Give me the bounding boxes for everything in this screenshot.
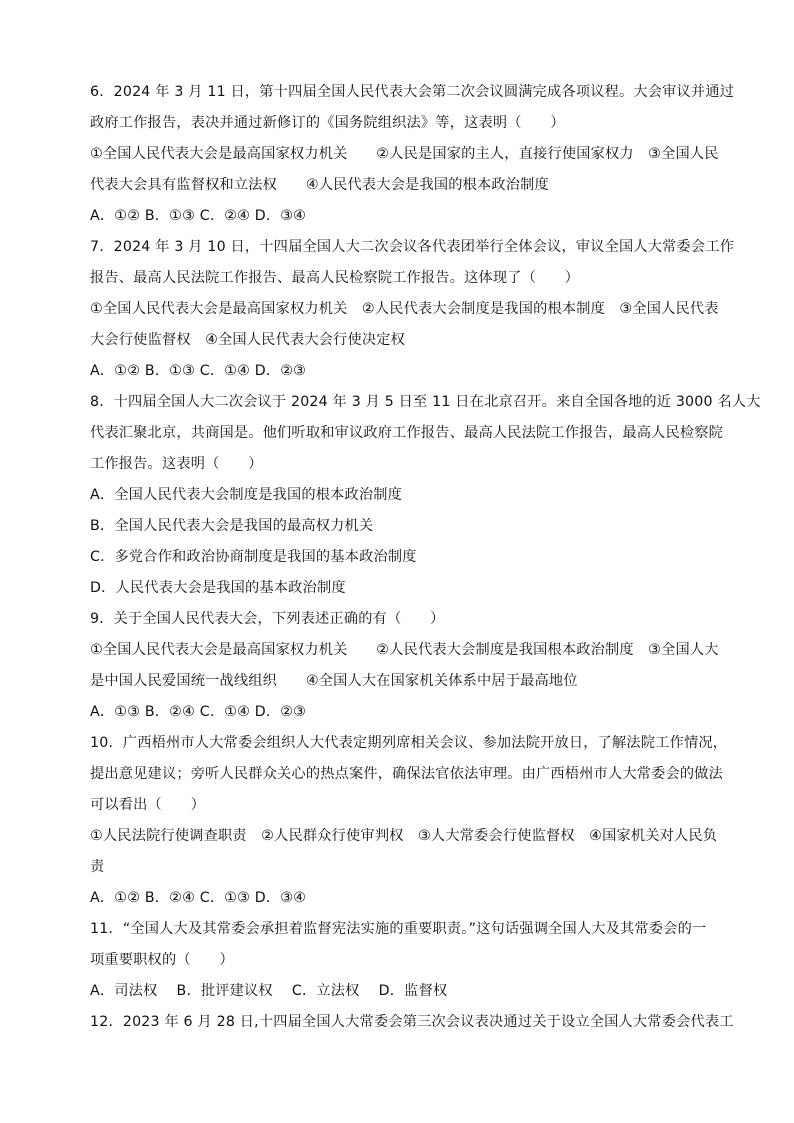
q8-option-b: B．全国人民代表大会是我国的最高权力机关 (90, 518, 374, 534)
q6-line-4: 代表大会具有监督权和立法权 ④人民代表大会是我国的根本政治制度 (90, 177, 549, 193)
q7-line-4: 大会行使监督权 ④全国人民代表大会行使决定权 (90, 332, 406, 348)
q10-line-5: 责 (90, 859, 105, 875)
q8-option-d: D．人民代表大会是我国的基本政治制度 (90, 580, 346, 596)
q6-answer-options: A．①② B．①③ C．②④ D．③④ (90, 208, 307, 224)
q11-line-2: 项重要职权的（ ） (90, 952, 234, 968)
q11-line-1: 11．“全国人大及其常委会承担着监督宪法实施的重要职责。”这句话强调全国人大及其常委会的一 (90, 921, 707, 937)
q12-line-1: 12．2023 年 6 月 28 日,十四届全国人大常委会第三次会议表决通过关于设立全国人大常委会代表工 (90, 1014, 734, 1030)
q9-line-2: ①全国人民代表大会是最高国家权力机关 ②人民代表大会制度是我国根本政治制度 ③全国人大 (90, 642, 719, 658)
q7-line-2: 报告、最高人民法院工作报告、最高人民检察院工作报告。这体现了（ ） (90, 270, 580, 286)
q10-line-3: 可以看出（ ） (90, 797, 206, 813)
q7-line-3: ①全国人民代表大会是最高国家权力机关 ②人民代表大会制度是我国的根本制度 ③全国人民代表 (90, 301, 719, 317)
q7-answer-options: A．①② B．①③ C．①④ D．②③ (90, 363, 307, 379)
q11-answer-options: A．司法权 B．批评建议权 C．立法权 D．监督权 (90, 983, 448, 999)
q8-line-3: 工作报告。这表明（ ） (90, 456, 263, 472)
q6-line-3: ①全国人民代表大会是最高国家权力机关 ②人民是国家的主人，直接行使国家权力 ③全国人民 (90, 146, 719, 162)
q8-line-1: 8．十四届全国人大二次会议于 2024 年 3 月 5 日至 11 日在北京召开。来自全国各地的近 3000 名人大 (90, 394, 761, 410)
q10-line-1: 10．广西梧州市人大常委会组织人大代表定期列席相关会议、参加法院开放日，了解法院工作情况， (90, 735, 728, 751)
q6-line-2: 政府工作报告，表决并通过新修订的《国务院组织法》等，这表明（ ） (90, 115, 565, 131)
q7-line-1: 7．2024 年 3 月 10 日，十四届全国人大二次会议各代表团举行全体会议，审议全国人大常委会工作 (90, 239, 735, 255)
q6-line-1: 6．2024 年 3 月 11 日，第十四届全国人民代表大会第二次会议圆满完成各项议程。大会审议并通过 (90, 84, 735, 100)
q10-answer-options: A．①② B．②④ C．①③ D．③④ (90, 890, 307, 906)
q8-line-2: 代表汇聚北京，共商国是。他们听取和审议政府工作报告、最高人民法院工作报告，最高人民检察院 (90, 425, 724, 441)
q8-option-c: C．多党合作和政治协商制度是我国的基本政治制度 (90, 549, 417, 565)
q9-answer-options: A．①③ B．②④ C．①④ D．②③ (90, 704, 307, 720)
q9-line-1: 9．关于全国人民代表大会，下列表述正确的有（ ） (90, 611, 445, 627)
q10-line-4: ①人民法院行使调查职责 ②人民群众行使审判权 ③人大常委会行使监督权 ④国家机关对人民负 (90, 828, 718, 844)
q8-option-a: A．全国人民代表大会制度是我国的根本政治制度 (90, 487, 403, 503)
q10-line-2: 提出意见建议；旁听人民群众关心的热点案件，确保法官依法审理。由广西梧州市人大常委会的做法 (90, 766, 724, 782)
q9-line-3: 是中国人民爱国统一战线组织 ④全国人大在国家机关体系中居于最高地位 (90, 673, 578, 689)
